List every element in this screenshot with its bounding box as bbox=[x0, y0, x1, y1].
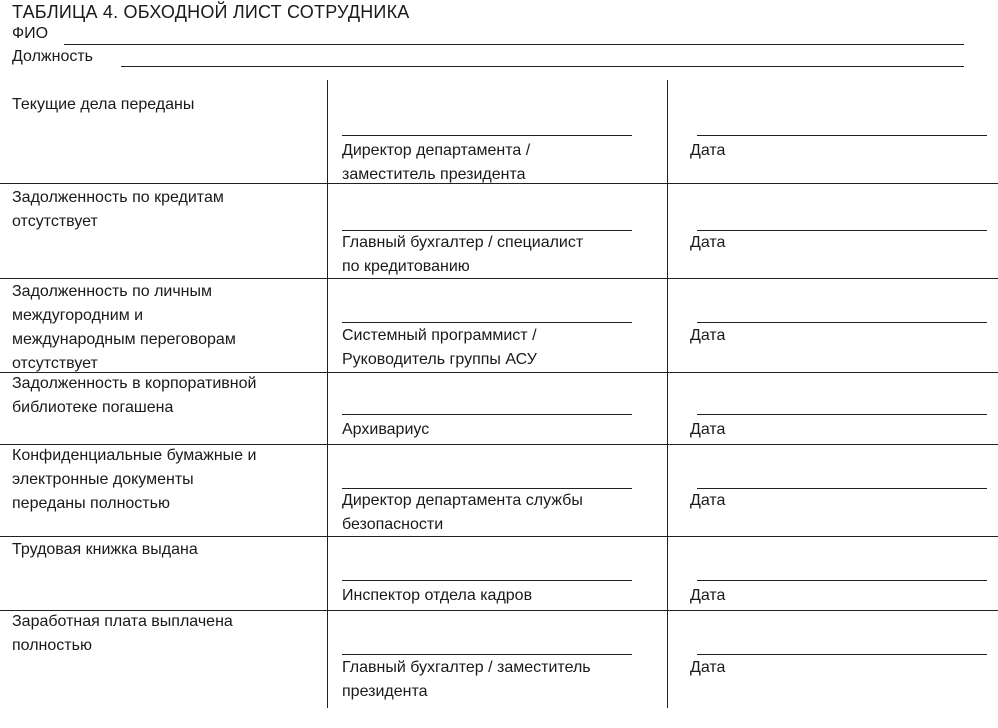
table-row bbox=[0, 183, 998, 278]
signature-line[interactable] bbox=[342, 654, 632, 655]
signature-line[interactable] bbox=[342, 414, 632, 415]
clearance-item: Задолженность по личным междугородним и международным переговорам отсутствует bbox=[12, 283, 236, 372]
clearance-item: Задолженность в корпоративной библиотеке погашена bbox=[12, 375, 257, 416]
date-label: Дата bbox=[690, 659, 726, 676]
signer-role: Главный бухгалтер / заместитель президента bbox=[342, 659, 591, 700]
signature-line[interactable] bbox=[342, 322, 632, 323]
table-row bbox=[0, 536, 998, 610]
signature-line[interactable] bbox=[342, 135, 632, 136]
clearance-item: Заработная плата выплачена полностью bbox=[12, 613, 233, 654]
date-label: Дата bbox=[690, 234, 726, 251]
signature-line[interactable] bbox=[342, 580, 632, 581]
position-label: Должность bbox=[12, 48, 93, 65]
table-row bbox=[0, 444, 998, 536]
date-label: Дата bbox=[690, 421, 726, 438]
date-line[interactable] bbox=[697, 414, 987, 415]
clearance-item: Текущие дела переданы bbox=[12, 96, 195, 113]
date-label: Дата bbox=[690, 587, 726, 604]
date-label: Дата bbox=[690, 492, 726, 509]
date-line[interactable] bbox=[697, 488, 987, 489]
table-row bbox=[0, 610, 998, 708]
date-line[interactable] bbox=[697, 322, 987, 323]
table-row bbox=[0, 278, 998, 372]
date-line[interactable] bbox=[697, 654, 987, 655]
clearance-item: Конфиденциальные бумажные и электронные документы переданы полностью bbox=[12, 447, 257, 512]
clearance-item: Трудовая книжка выдана bbox=[12, 541, 198, 558]
position-line[interactable] bbox=[121, 66, 964, 67]
table-row bbox=[0, 80, 998, 183]
fio-label: ФИО bbox=[12, 25, 49, 42]
clearance-table bbox=[0, 80, 998, 708]
signer-role: Архивариус bbox=[342, 421, 430, 438]
date-line[interactable] bbox=[697, 230, 987, 231]
date-label: Дата bbox=[690, 142, 726, 159]
signer-role: Главный бухгалтер / специалист по кредитованию bbox=[342, 234, 584, 275]
document-title: ТАБЛИЦА 4. ОБХОДНОЙ ЛИСТ СОТРУДНИКА bbox=[12, 2, 410, 22]
fio-line[interactable] bbox=[64, 44, 964, 45]
date-line[interactable] bbox=[697, 580, 987, 581]
signer-role: Директор департамента / заместитель президента bbox=[342, 142, 531, 183]
signer-role: Директор департамента службы безопасности bbox=[342, 492, 583, 533]
date-line[interactable] bbox=[697, 135, 987, 136]
signer-role: Системный программист / Руководитель группы АСУ bbox=[342, 327, 537, 368]
date-label: Дата bbox=[690, 327, 726, 344]
clearance-item: Задолженность по кредитам отсутствует bbox=[12, 189, 224, 230]
signer-role: Инспектор отдела кадров bbox=[342, 587, 533, 604]
table-row bbox=[0, 372, 998, 444]
